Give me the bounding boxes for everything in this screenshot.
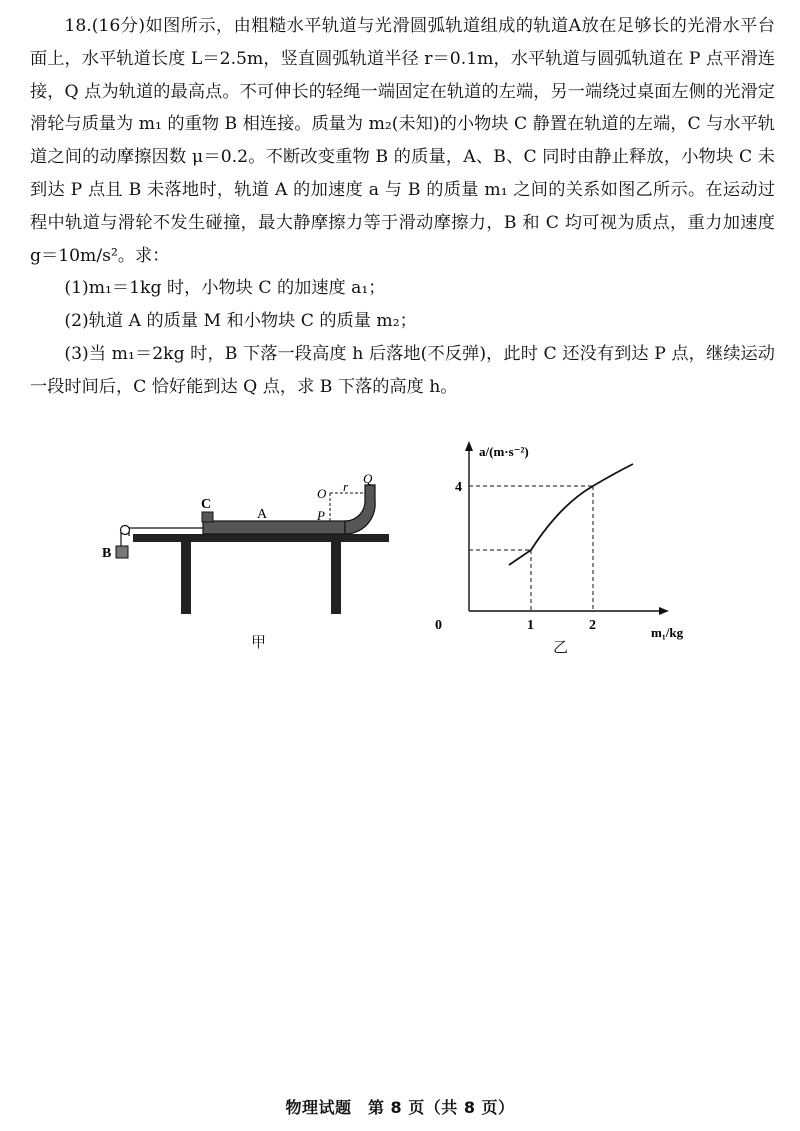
x-tick-2: 2: [589, 618, 596, 633]
figure-yi-graph: [425, 435, 700, 645]
figure-jia-diagram: [95, 470, 405, 620]
table-leg-left: [181, 542, 191, 614]
block-c: [202, 512, 213, 522]
label-r: r: [343, 479, 349, 494]
question-1: (1)m₁＝1kg 时，小物块 C 的加速度 a₁；: [64, 278, 386, 299]
arc-track: [345, 485, 375, 534]
y-tick-4: 4: [455, 480, 462, 495]
label-q: Q: [363, 471, 373, 486]
figure-jia-caption: 甲: [251, 633, 267, 651]
y-axis-label: a/(m·s⁻²): [479, 444, 529, 459]
label-c: C: [201, 497, 212, 512]
problem-body: 如图所示，由粗糙水平轨道与光滑圆弧轨道组成的轨道A放在足够长的光滑水平台面上，水平轨道长度 L＝2.5m，竖直圆弧轨道半径 r＝0.1m，水平轨道与圆弧轨道在 P 点平滑连接，Q 点为轨道的最高点。不可伸长的轻绳一端固定在轨道的左端，另一端绕过桌面左侧的光滑定滑轮与质量为 m₁ 的重物 B 相连接。质量为 m₂(未知)的小物块 C 静置在轨道的左端，C 与水平轨道之间的动摩擦因数 μ＝0.2。不断改变重物 B 的质量，A、B、C 同时由静止释放，小物块 C 未到达 P 点且 B 未落地时，轨道 A 的加速度 a 与 B 的质量 m₁ 之间的关系如图乙所示。在运动过程中轨道与滑轮不发生碰撞，最大静摩擦力等于滑动摩擦力，B 和 C 均可视为质点，重力加速度 g＝10m/s²。求：: [30, 16, 775, 266]
label-b: B: [102, 546, 112, 561]
x-tick-1: 1: [527, 618, 534, 633]
pulley: [121, 526, 130, 535]
page-footer: 物理试题 第 8 页（共 8 页）: [285, 1098, 515, 1117]
figure-yi-caption: 乙: [553, 638, 569, 656]
table-leg-right: [331, 542, 341, 614]
label-o: O: [317, 486, 327, 501]
question-2: (2)轨道 A 的质量 M 和小物块 C 的质量 m₂；: [64, 311, 417, 332]
origin-label: 0: [435, 618, 442, 633]
problem-text: [30, 10, 775, 404]
problem-paragraph: [30, 10, 775, 272]
question-3: (3)当 m₁＝2kg 时，B 下落一段高度 h 后落地(不反弹)，此时 C 还没有到达 P 点，继续运动一段时间后，C 恰好能到达 Q 点，求 B 下落的高度 h。: [30, 343, 775, 397]
x-axis-label: m₁/kg: [651, 625, 684, 640]
label-a: A: [257, 507, 268, 522]
label-p: P: [317, 508, 325, 523]
table-top: [133, 534, 389, 542]
weight-b: [116, 546, 128, 558]
problem-header: 18.(16分): [64, 16, 146, 36]
